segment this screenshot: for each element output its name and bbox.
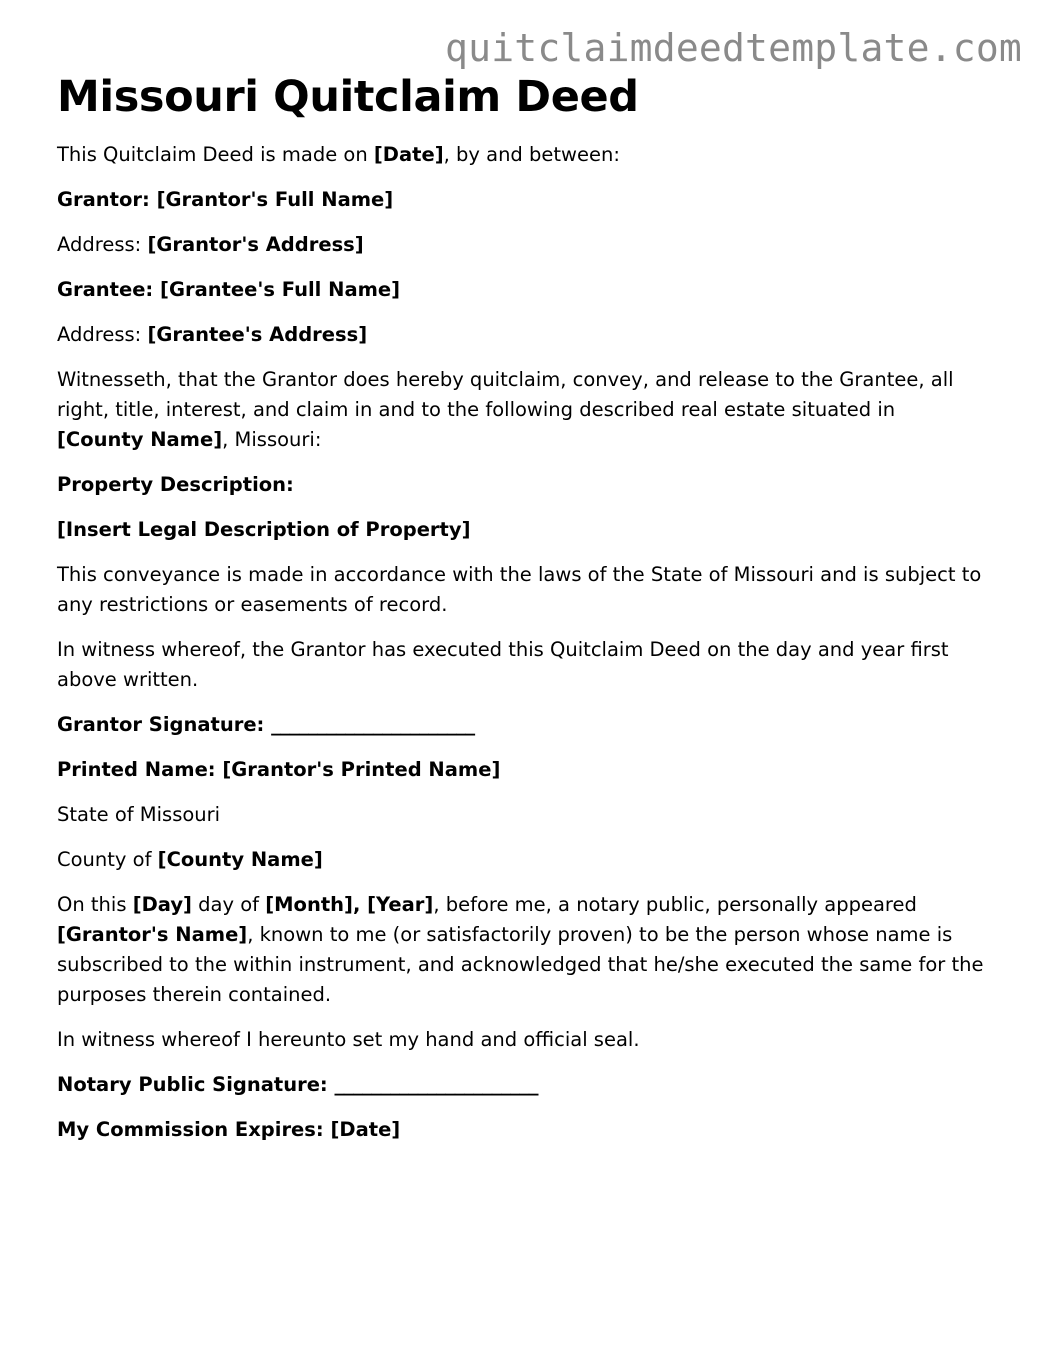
grantee-address-line: [57, 320, 987, 350]
conveyance-paragraph: This conveyance is made in accordance with the laws of the State of Missouri and is subject to any restrictions or easements of record.: [57, 563, 982, 616]
notary-signature-label: Notary Public Signature:: [57, 1073, 335, 1096]
grantor-printed-name-label: Printed Name:: [57, 758, 223, 781]
grantor-label: Grantor:: [57, 188, 157, 211]
grantee-line: [57, 275, 987, 305]
property-description-heading: Property Description:: [57, 473, 294, 496]
commission-expires-date-placeholder: [Date]: [330, 1118, 401, 1141]
ack-day-placeholder: [Day]: [132, 893, 192, 916]
grantor-address-line: [57, 230, 987, 260]
witnesseth-part1: Witnesseth, that the Grantor does hereby quitclaim, convey, and release to the Grantee, all right, title, interest, and claim in and to the following described real estate situated in: [57, 368, 954, 421]
grantor-name-placeholder: [Grantor's Full Name]: [156, 188, 394, 211]
seal-statement-paragraph: In witness whereof I hereunto set my hand and official seal.: [57, 1028, 640, 1051]
site-watermark: quitclaimdeedtemplate.com: [445, 26, 1022, 70]
acknowledgment-paragraph: [57, 890, 987, 1010]
grantee-address-placeholder: [Grantee's Address]: [147, 323, 368, 346]
notary-county-label: County of: [57, 848, 158, 871]
document-body: [57, 140, 987, 1145]
notary-signature-blank[interactable]: ______________________: [334, 1073, 539, 1096]
grantor-printed-name-line: [57, 755, 987, 785]
notary-state-line: State of Missouri: [57, 803, 221, 826]
grantor-signature-blank[interactable]: ______________________: [271, 713, 475, 736]
ack-part2: day of: [191, 893, 266, 916]
grantee-address-label: Address:: [57, 323, 148, 346]
commission-expires-label: My Commission Expires:: [57, 1118, 331, 1141]
witnesseth-county-placeholder: [County Name]: [57, 428, 223, 451]
page-title: Missouri Quitclaim Deed: [57, 72, 639, 122]
grantee-label: Grantee:: [57, 278, 161, 301]
ack-part1: On this: [57, 893, 133, 916]
intro-prefix: This Quitclaim Deed is made on: [57, 143, 374, 166]
legal-description-placeholder: [Insert Legal Description of Property]: [57, 518, 471, 541]
grantor-address-placeholder: [Grantor's Address]: [147, 233, 364, 256]
intro-date-placeholder: [Date]: [373, 143, 444, 166]
intro-suffix: , by and between:: [443, 143, 620, 166]
ack-part4: , known to me (or satisfactorily proven) to be the person whose name is subscribed to the within instrument, and acknowledged that he/she executed the same for the purposes therein contained.: [57, 923, 984, 1006]
intro-paragraph: [57, 140, 987, 170]
commission-expires-line: [57, 1115, 987, 1145]
notary-county-line: [57, 845, 987, 875]
notary-signature-line: [57, 1070, 987, 1100]
ack-grantor-name-placeholder: [Grantor's Name]: [57, 923, 248, 946]
grantor-line: [57, 185, 987, 215]
ack-part3: , before me, a notary public, personally appeared: [433, 893, 917, 916]
grantor-printed-name-placeholder: [Grantor's Printed Name]: [222, 758, 501, 781]
ack-month-year-placeholder: [Month], [Year]: [265, 893, 434, 916]
grantee-name-placeholder: [Grantee's Full Name]: [160, 278, 401, 301]
grantor-address-label: Address:: [57, 233, 148, 256]
notary-county-placeholder: [County Name]: [157, 848, 323, 871]
grantor-signature-label: Grantor Signature:: [57, 713, 272, 736]
execution-paragraph: In witness whereof, the Grantor has executed this Quitclaim Deed on the day and year first above written.: [57, 638, 949, 691]
witnesseth-part2: , Missouri:: [222, 428, 322, 451]
witnesseth-paragraph: [57, 365, 987, 455]
grantor-signature-line: [57, 710, 987, 740]
